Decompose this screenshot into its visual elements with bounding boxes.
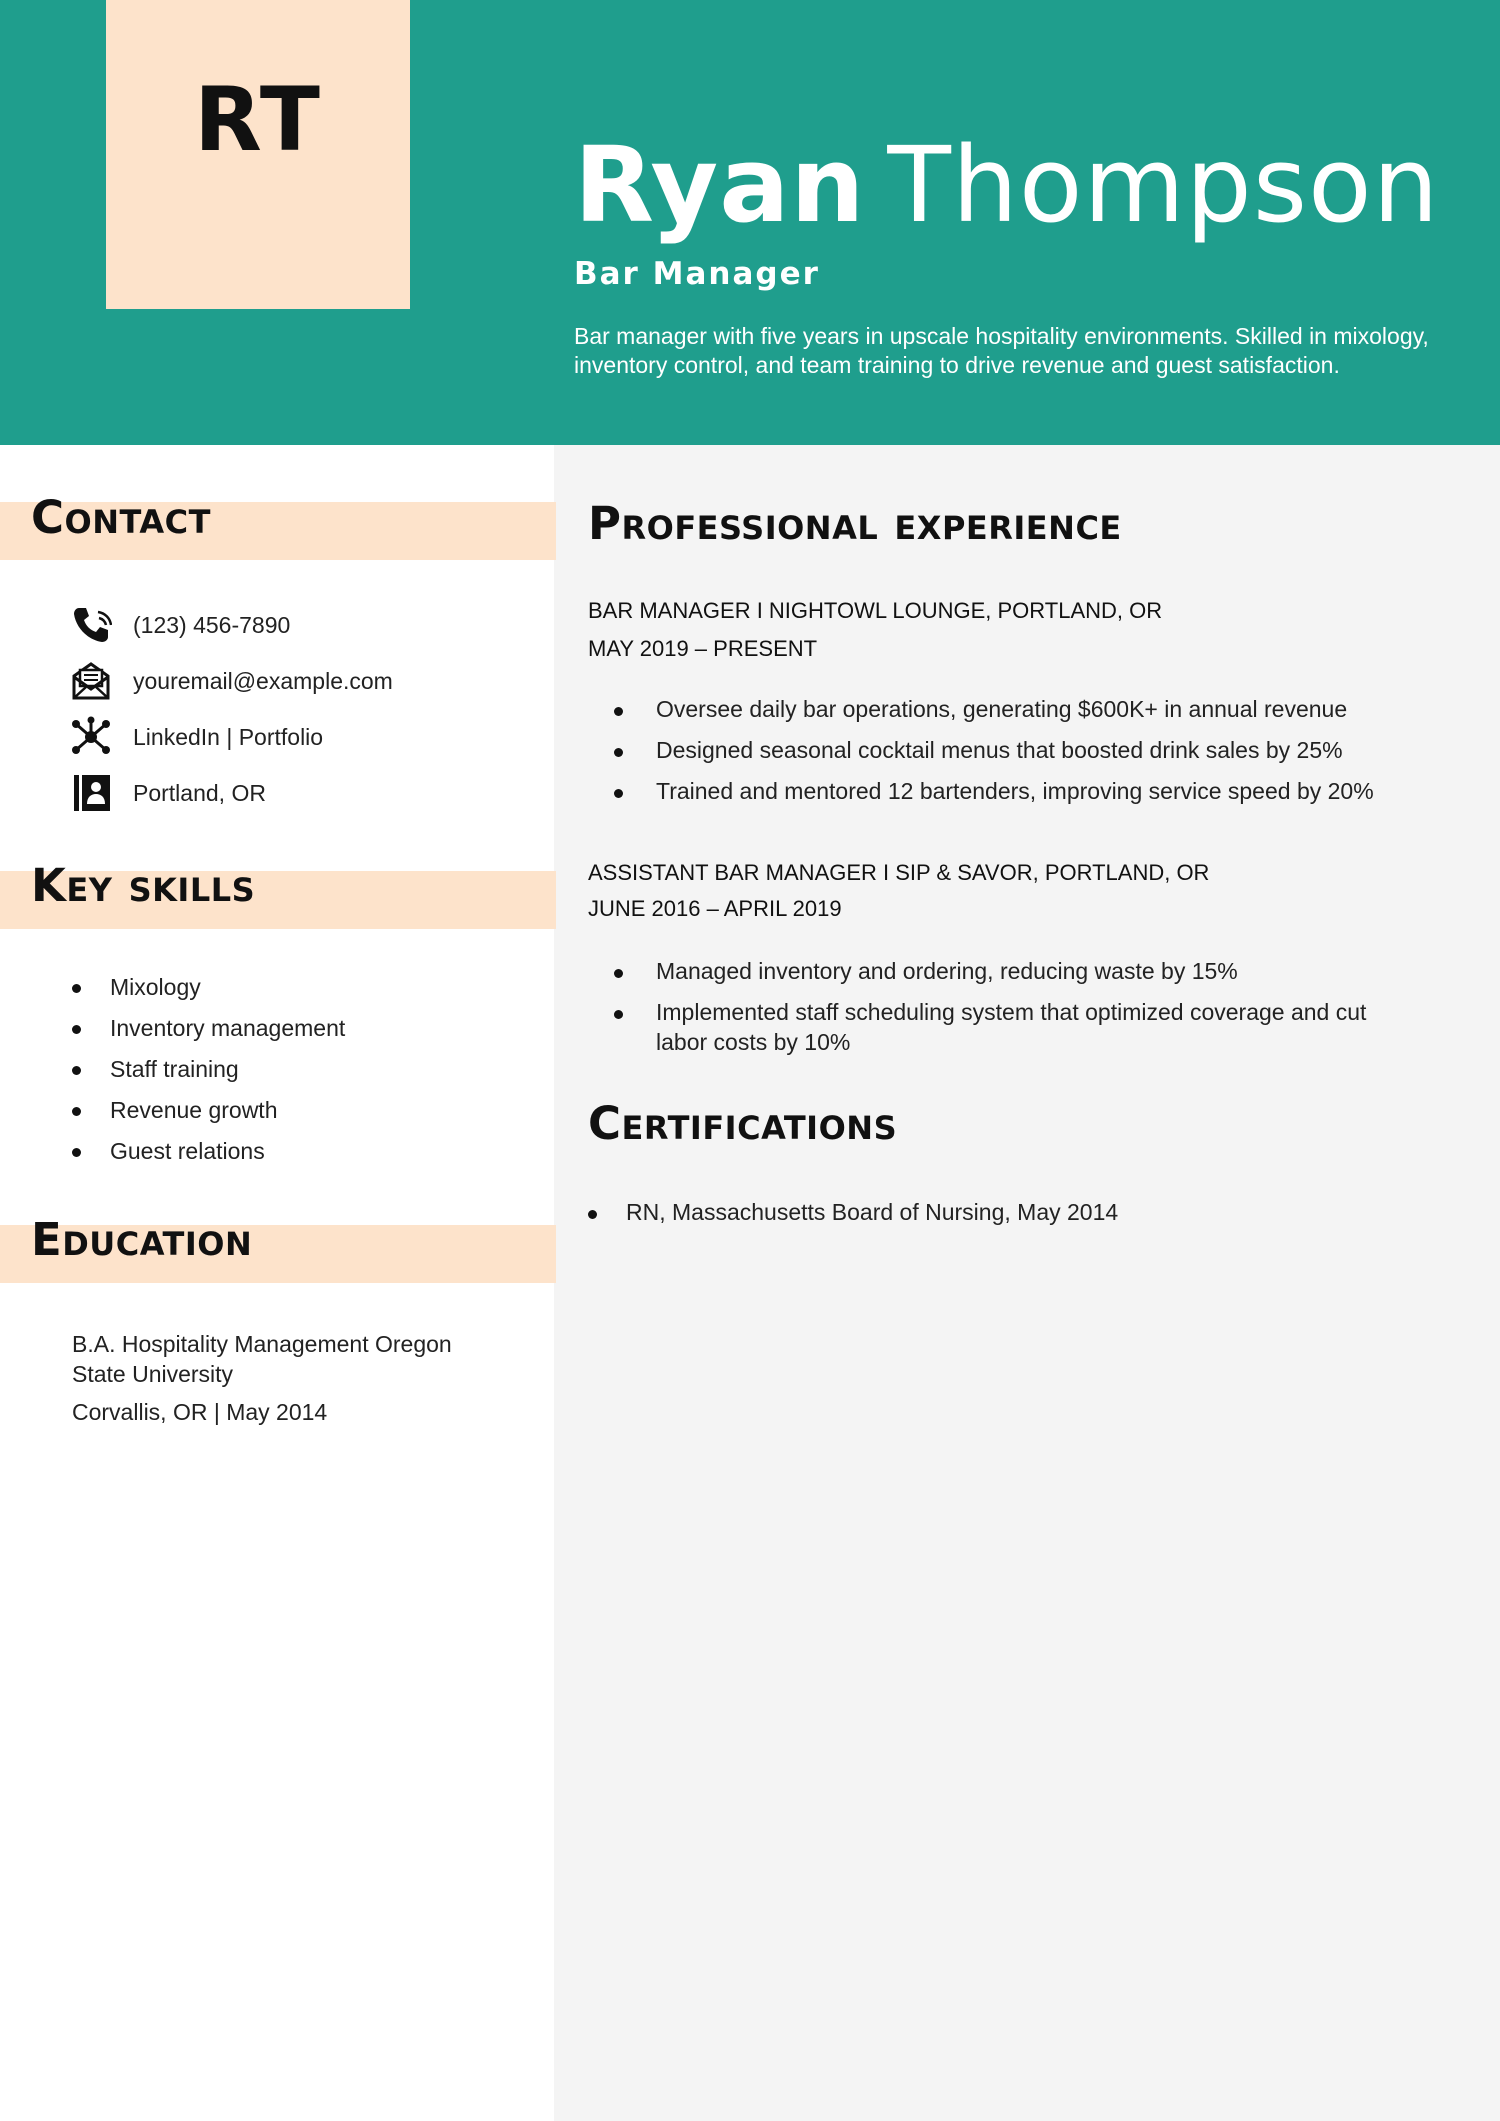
summary-text: Bar manager with five years in upscale hospitality environments. Skilled in mixology, inventory control, and team training to drive revenue and guest satisfaction. xyxy=(574,323,1429,378)
experience-heading: Professional experience xyxy=(588,497,1122,550)
email-icon xyxy=(70,660,112,702)
full-name xyxy=(574,120,1440,250)
job-heading: ASSISTANT BAR MANAGER I SIP & SAVOR, PORTLAND, OR xyxy=(588,860,1210,885)
skill-item: Revenue growth xyxy=(70,1096,345,1137)
skill-item: Staff training xyxy=(70,1055,345,1096)
job-bullet: Trained and mentored 12 bartenders, improving service speed by 20% xyxy=(588,776,1468,806)
network-icon xyxy=(70,716,112,758)
monogram-block xyxy=(106,0,410,309)
contact-links xyxy=(70,715,323,759)
contact-email xyxy=(70,659,393,703)
job-bullet: Implemented staff scheduling system that optimized coverage and cut labor costs by 10% xyxy=(588,997,1418,1057)
links-text: LinkedIn | Portfolio xyxy=(133,723,324,750)
job-bullets xyxy=(588,956,1418,1068)
education-degree: B.A. Hospitality Management Oregon State University xyxy=(72,1331,452,1387)
location-text: Portland, OR xyxy=(133,779,266,806)
skill-item: Mixology xyxy=(70,973,345,1014)
certifications-list xyxy=(586,1197,1466,1227)
job-title: Bar Manager xyxy=(574,256,820,292)
skill-item: Inventory management xyxy=(70,1014,345,1055)
job-bullet: Designed seasonal cocktail menus that boosted drink sales by 25% xyxy=(588,735,1468,765)
contact-phone xyxy=(70,603,290,647)
contact-location xyxy=(70,771,266,815)
last-name: Thompson xyxy=(887,124,1440,246)
phone-text: (123) 456-7890 xyxy=(133,611,291,638)
job-bullet: Oversee daily bar operations, generating $600K+ in annual revenue xyxy=(588,694,1468,724)
certifications-heading: Certifications xyxy=(588,1097,898,1150)
education-heading: Education xyxy=(31,1213,253,1266)
skills-list xyxy=(70,973,345,1178)
contact-heading: Contact xyxy=(31,491,211,544)
education-location-date: Corvallis, OR | May 2014 xyxy=(72,1399,328,1425)
address-book-icon xyxy=(70,772,112,814)
monogram-initials: RT xyxy=(194,68,322,171)
job-dates: MAY 2019 – PRESENT xyxy=(588,636,818,661)
skill-item: Guest relations xyxy=(70,1137,345,1178)
certification-item: RN, Massachusetts Board of Nursing, May 2014 xyxy=(586,1197,1466,1227)
skills-heading: Key skills xyxy=(31,859,256,912)
job-dates: JUNE 2016 – APRIL 2019 xyxy=(588,896,842,921)
job-bullets xyxy=(588,694,1468,817)
header-banner xyxy=(0,0,1500,445)
phone-icon xyxy=(70,604,112,646)
first-name: Ryan xyxy=(574,124,866,246)
job-bullet: Managed inventory and ordering, reducing waste by 15% xyxy=(588,956,1418,986)
job-heading: BAR MANAGER I NIGHTOWL LOUNGE, PORTLAND, OR xyxy=(588,598,1163,623)
email-text: youremail@example.com xyxy=(133,667,393,694)
